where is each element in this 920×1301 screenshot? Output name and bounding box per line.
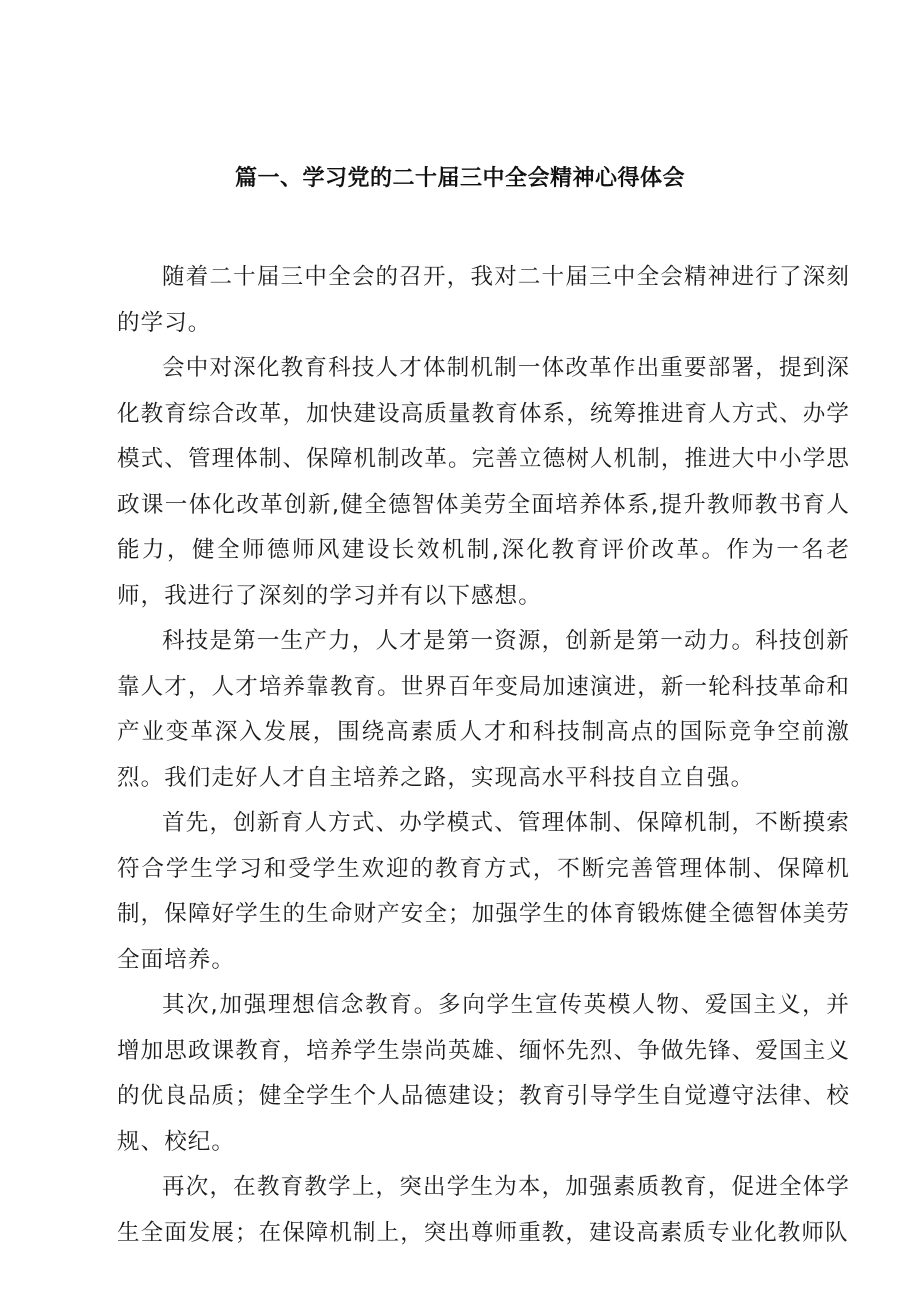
paragraph-first-point: 首先，创新育人方式、办学模式、管理体制、保障机制，不断摸索符合学生学习和受学生欢迎的教育方式，不断完善管理体制、保障机制，保障好学生的生命财产安全；加强学生的体育锻炼健全德智体美劳全面培养。	[117, 810, 850, 973]
paragraph-science-talent: 科技是第一生产力，人才是第一资源，创新是第一动力。科技创新靠人才，人才培养靠教育。世界百年变局加速演进，新一轮科技革命和产业变革深入发展，围绕高素质人才和科技制高点的国际竞争空前激烈。我们走好人才自主培养之路，实现高水平科技自立自强。	[117, 628, 850, 791]
paragraph-second-point: 其次,加强理想信念教育。多向学生宣传英模人物、爱国主义，并增加思政课教育，培养学生崇尚英雄、缅怀先烈、争做先锋、爱国主义的优良品质；健全学生个人品德建设；教育引导学生自觉遵守法律、校规、校纪。	[117, 992, 850, 1155]
document-title: 篇一、学习党的二十届三中全会精神心得体会	[234, 166, 685, 191]
paragraph-third-point: 再次，在教育教学上，突出学生为本，加强素质教育，促进全体学生全面发展；在保障机制上，突出尊师重教，建设高素质专业化教师队	[117, 1174, 850, 1246]
paragraph-meeting-summary: 会中对深化教育科技人才体制机制一体改革作出重要部署，提到深化教育综合改革，加快建设高质量教育体系，统筹推进育人方式、办学模式、管理体制、保障机制改革。完善立德树人机制，推进大中小学思政课一体化改革创新,健全德智体美劳全面培养体系,提升教师教书育人能力，健全师德师风建设长效机制,深化教育评价改革。作为一名老师，我进行了深刻的学习并有以下感想。	[117, 355, 850, 609]
paragraph-intro: 随着二十届三中全会的召开，我对二十届三中全会精神进行了深刻的学习。	[117, 264, 850, 336]
document-body	[117, 255, 850, 1256]
